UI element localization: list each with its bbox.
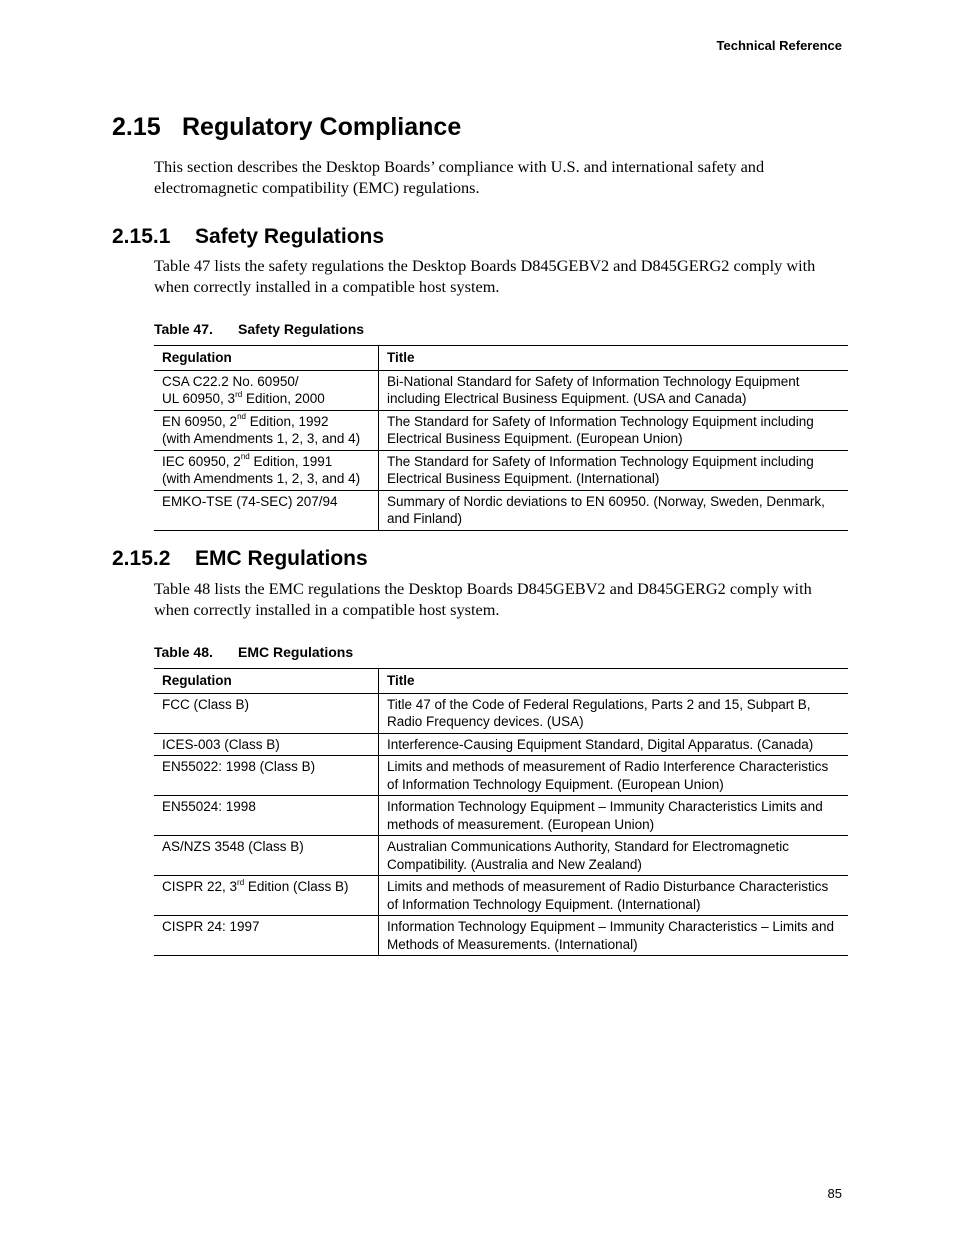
table-header-row: [154, 346, 848, 371]
col-header-regulation: Regulation: [154, 346, 379, 371]
regulation-cell: [154, 410, 379, 450]
emc-table-number: Table 48.: [154, 644, 213, 660]
regulation-text: CSA C22.2 No. 60950/: [162, 373, 299, 389]
safety-table: [154, 345, 848, 531]
section-intro: This section describes the Desktop Boards’ compliance with U.S. and international safety and electromagnetic compatibility (EMC) regulations.: [154, 157, 765, 197]
table-row: [154, 836, 848, 876]
table-row: [154, 410, 848, 450]
emc-table: [154, 668, 848, 956]
safety-table-number: Table 47.: [154, 321, 213, 337]
safety-table-caption: [154, 321, 364, 337]
title-cell: The Standard for Safety of Information Technology Equipment including Electrical Business Equipment. (European Union): [387, 413, 814, 446]
regulation-text: Edition, 1991: [249, 453, 333, 469]
col-header-regulation: Regulation: [154, 669, 379, 694]
table-row: [154, 916, 848, 956]
safety-table-title: Safety Regulations: [238, 321, 365, 337]
title-cell: Title 47 of the Code of Federal Regulations, Parts 2 and 15, Subpart B, Radio Frequency devices. (USA): [387, 696, 811, 729]
table-row: [154, 733, 848, 756]
table-row: [154, 796, 848, 836]
emc-table-caption: [154, 644, 353, 660]
regulation-cell: FCC (Class B): [154, 693, 379, 733]
regulation-text: UL 60950, 3: [162, 391, 236, 406]
table-row: [154, 756, 848, 796]
safety-title: Safety Regulations: [195, 225, 385, 248]
ordinal-suffix: nd: [237, 412, 246, 421]
regulation-cell: ICES-003 (Class B): [154, 733, 379, 756]
regulation-cell: EN55022: 1998 (Class B): [154, 756, 379, 796]
title-cell: Bi-National Standard for Safety of Information Technology Equipment including Electrical Business Equipment. (USA and Canada): [387, 373, 800, 406]
ordinal-suffix: nd: [240, 452, 250, 461]
regulation-text: (with Amendments 1, 2, 3, and 4): [162, 471, 361, 486]
regulation-cell: EN55024: 1998: [154, 796, 379, 836]
regulation-text: EN 60950, 2: [162, 413, 238, 429]
table-row: [154, 370, 848, 410]
section-number: 2.15: [112, 113, 161, 141]
regulation-cell: [154, 370, 379, 410]
title-cell: Summary of Nordic deviations to EN 60950. (Norway, Sweden, Denmark, and Finland): [387, 493, 825, 526]
title-cell: Limits and methods of measurement of Radio Disturbance Characteristics of Information Technology Equipment. (International): [387, 879, 829, 912]
emc-heading: [112, 547, 368, 571]
col-header-title: Title: [387, 350, 415, 365]
emc-title: EMC Regulations: [195, 547, 368, 570]
running-header: Technical Reference: [716, 38, 842, 53]
section-title: Regulatory Compliance: [182, 113, 462, 141]
safety-number: 2.15.1: [112, 225, 171, 248]
title-cell: Australian Communications Authority, Standard for Electromagnetic Compatibility. (Australia and New Zealand): [387, 839, 789, 872]
col-header-title: Title: [387, 673, 415, 688]
title-cell: Information Technology Equipment – Immunity Characteristics Limits and methods of measurement. (European Union): [387, 799, 823, 832]
emc-table-title: EMC Regulations: [238, 644, 354, 660]
regulation-text: Edition, 2000: [242, 391, 325, 406]
regulation-cell: AS/NZS 3548 (Class B): [154, 836, 379, 876]
safety-heading: [112, 225, 384, 249]
safety-text: Table 47 lists the safety regulations the Desktop Boards D845GEBV2 and D845GERG2 comply with when correctly installed in a compatible host system.: [154, 256, 816, 296]
table-row: [154, 490, 848, 530]
regulation-text: CISPR 22, 3: [162, 879, 238, 894]
regulation-text: Edition, 1992: [245, 413, 329, 429]
title-cell: The Standard for Safety of Information Technology Equipment including Electrical Business Equipment. (International): [387, 453, 814, 486]
emc-text: Table 48 lists the EMC regulations the Desktop Boards D845GEBV2 and D845GERG2 comply with when correctly installed in a compatible host system.: [154, 579, 812, 619]
regulation-text: Edition (Class B): [244, 879, 349, 894]
regulation-cell: [154, 450, 379, 490]
ordinal-suffix: rd: [237, 877, 245, 887]
regulation-cell: CISPR 24: 1997: [154, 916, 379, 956]
emc-number: 2.15.2: [112, 547, 171, 570]
table-row: [154, 693, 848, 733]
page-number: 85: [827, 1186, 842, 1201]
regulation-cell: [154, 876, 379, 916]
table-row: [154, 450, 848, 490]
title-cell: Limits and methods of measurement of Radio Interference Characteristics of Information Technology Equipment. (European Union): [387, 759, 829, 792]
table-header-row: [154, 669, 848, 694]
section-heading: [112, 113, 461, 142]
regulation-cell: EMKO-TSE (74-SEC) 207/94: [154, 490, 379, 530]
regulation-text: IEC 60950, 2: [162, 453, 241, 469]
table-row: [154, 876, 848, 916]
ordinal-suffix: rd: [235, 389, 243, 399]
regulation-text: (with Amendments 1, 2, 3, and 4): [162, 431, 361, 446]
title-cell: Information Technology Equipment – Immunity Characteristics – Limits and Methods of Measurements. (International): [387, 919, 834, 952]
title-cell: Interference-Causing Equipment Standard, Digital Apparatus. (Canada): [387, 736, 814, 752]
